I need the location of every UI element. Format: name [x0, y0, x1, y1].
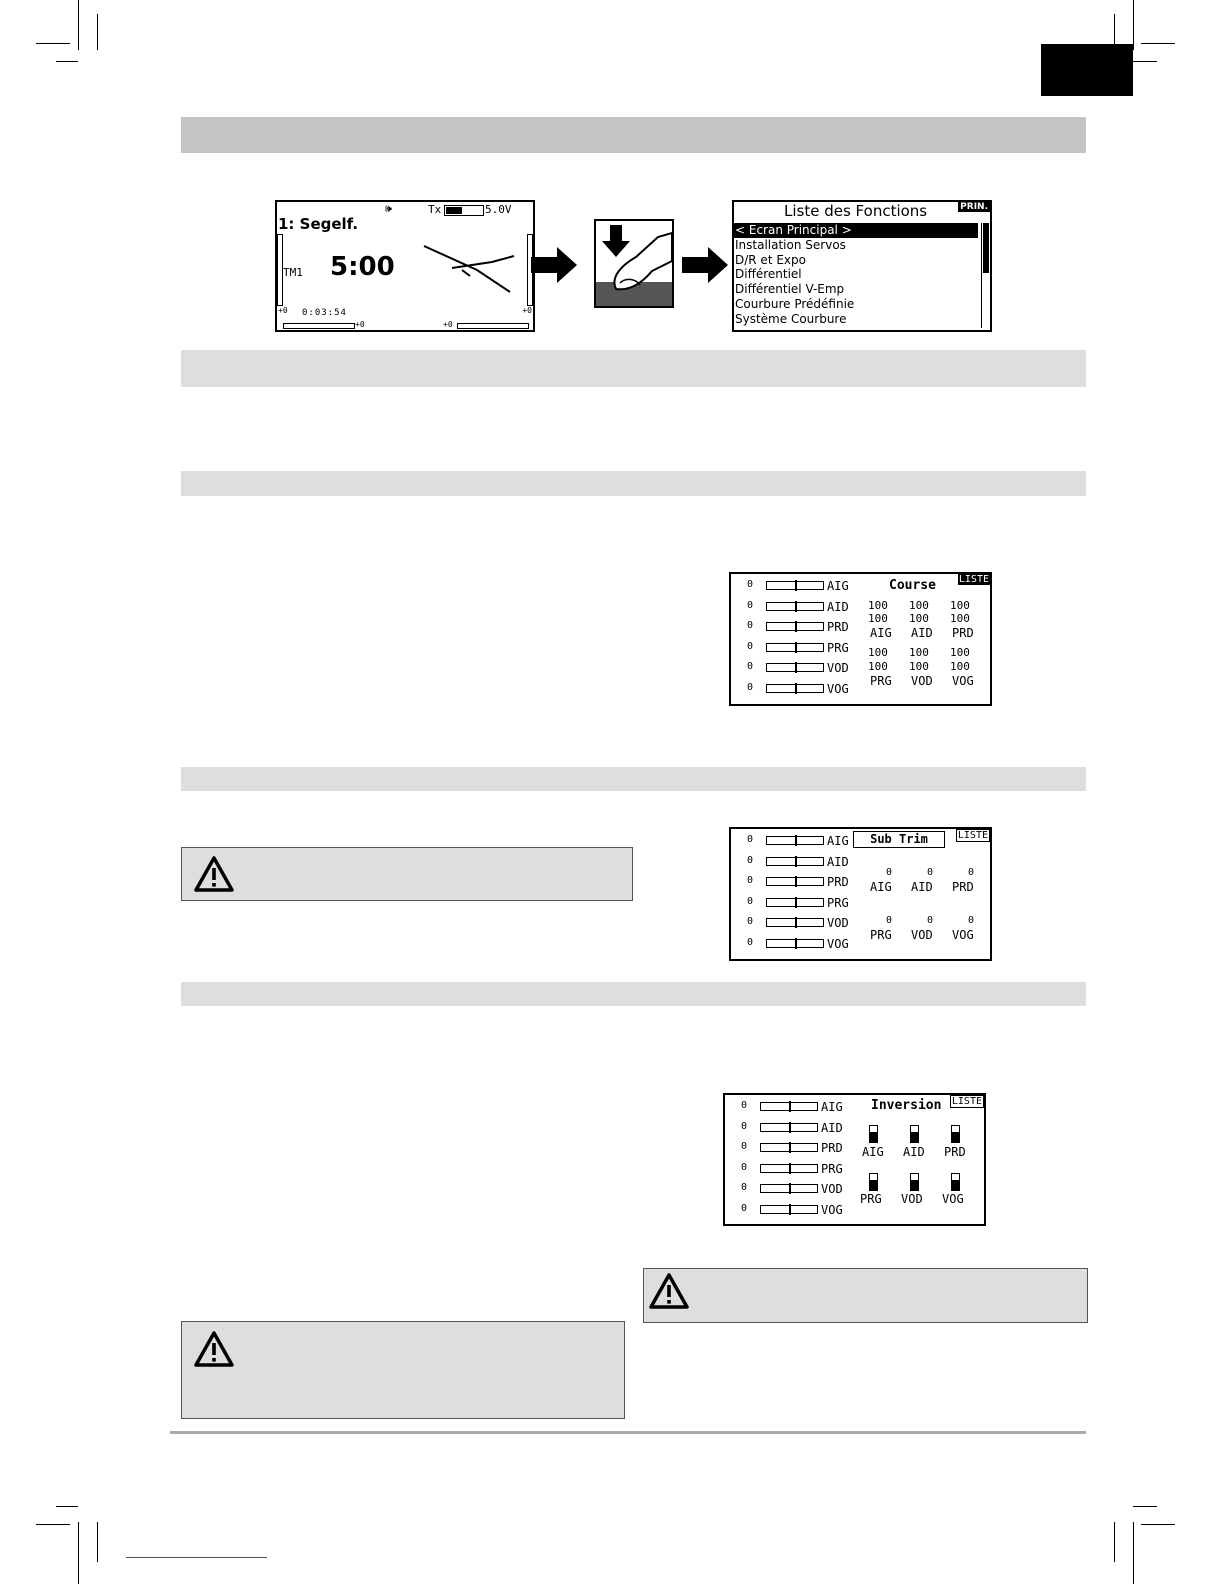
- servo-bar: [766, 918, 824, 927]
- battery-label: Tx: [428, 203, 442, 216]
- warning-box: [181, 1321, 625, 1419]
- reverse-switch[interactable]: [869, 1125, 878, 1143]
- liste-badge[interactable]: LISTE: [958, 574, 989, 585]
- inversion-lcd: [723, 1093, 986, 1226]
- warning-box: [643, 1268, 1088, 1323]
- channel-label: PRG: [827, 896, 849, 910]
- channel-label: PRG: [821, 1162, 843, 1176]
- elapsed-timer: 0:03:54: [302, 308, 347, 318]
- battery-icon: [444, 205, 484, 216]
- channel-label: AID: [821, 1121, 843, 1135]
- link-underline[interactable]: [126, 1557, 267, 1558]
- channel-label: AID: [911, 626, 933, 640]
- crop-mark: [36, 43, 70, 44]
- channel-value: 0: [747, 620, 754, 631]
- arrow-right-icon: [531, 247, 579, 283]
- trim-left-bottom: +0: [355, 320, 365, 329]
- reverse-switch[interactable]: [910, 1173, 919, 1191]
- subtrim-value[interactable]: 0: [968, 915, 975, 926]
- function-list-lcd: [732, 200, 992, 332]
- channel-value: 0: [747, 661, 754, 672]
- channel-label: VOG: [942, 1192, 964, 1206]
- channel-label: PRD: [821, 1141, 843, 1155]
- press-button-icon: [594, 219, 674, 308]
- channel-value: 0: [747, 600, 754, 611]
- crop-mark: [97, 1522, 98, 1562]
- subtrim-value[interactable]: 0: [927, 915, 934, 926]
- channel-label: VOD: [911, 928, 933, 942]
- glider-icon: [422, 242, 517, 297]
- crop-mark: [97, 14, 98, 50]
- crop-mark: [1114, 1522, 1115, 1562]
- channel-value: 0: [741, 1100, 748, 1111]
- warning-icon: [649, 1273, 689, 1309]
- channel-label: AID: [903, 1145, 925, 1159]
- channel-value: 0: [747, 916, 754, 927]
- trim-left-top: +0: [278, 306, 288, 315]
- crop-mark: [1133, 61, 1157, 62]
- trim-right-top: +0: [522, 306, 532, 315]
- travel-value[interactable]: 100: [950, 599, 970, 612]
- menu-item[interactable]: D/R et Expo: [735, 253, 806, 267]
- servo-bar: [760, 1102, 818, 1111]
- inversion-title: Inversion: [871, 1098, 942, 1113]
- travel-value[interactable]: 100: [950, 660, 970, 673]
- servo-bar: [766, 622, 824, 631]
- channel-label: AIG: [827, 579, 849, 593]
- channel-label: PRD: [944, 1145, 966, 1159]
- section-header-band: [181, 350, 1086, 387]
- course-lcd: [729, 572, 992, 706]
- main-screen-lcd: [275, 200, 535, 332]
- channel-label: VOG: [821, 1203, 843, 1217]
- channel-label: VOD: [911, 674, 933, 688]
- channel-label: AIG: [862, 1145, 884, 1159]
- subtrim-value[interactable]: 0: [968, 867, 975, 878]
- travel-value[interactable]: 100: [909, 599, 929, 612]
- arrow-right-icon: [682, 247, 730, 283]
- subtrim-value[interactable]: 0: [886, 915, 893, 926]
- channel-label: VOG: [827, 682, 849, 696]
- prin-badge: PRIN.: [960, 202, 988, 212]
- channel-value: 0: [741, 1141, 748, 1152]
- channel-label: PRD: [827, 875, 849, 889]
- reverse-switch[interactable]: [910, 1125, 919, 1143]
- travel-value[interactable]: 100: [950, 646, 970, 659]
- bottom-trim-left: [283, 323, 355, 329]
- channel-label: VOD: [827, 916, 849, 930]
- travel-value[interactable]: 100: [909, 660, 929, 673]
- subtrim-value[interactable]: 0: [886, 867, 893, 878]
- timer-display: 5:00: [330, 252, 395, 282]
- subtrim-lcd: [729, 827, 992, 961]
- crop-mark: [1133, 1522, 1134, 1584]
- channel-label: PRG: [870, 674, 892, 688]
- servo-bar: [766, 663, 824, 672]
- crop-mark: [1133, 0, 1134, 50]
- channel-label: PRD: [827, 620, 849, 634]
- timer-label: TM1: [283, 266, 303, 279]
- channel-label: VOG: [952, 674, 974, 688]
- liste-badge[interactable]: LISTE: [951, 1096, 982, 1107]
- channel-value: 0: [747, 855, 754, 866]
- section-header-band: [181, 767, 1086, 791]
- section-header-band: [181, 471, 1086, 496]
- channel-label: AIG: [821, 1100, 843, 1114]
- channel-label: VOD: [901, 1192, 923, 1206]
- section-header-band: [181, 117, 1086, 153]
- bottom-trim-right: [457, 323, 529, 329]
- servo-bar: [766, 643, 824, 652]
- channel-value: 0: [747, 875, 754, 886]
- channel-label: PRG: [860, 1192, 882, 1206]
- channel-label: VOD: [827, 661, 849, 675]
- crop-mark: [1141, 43, 1175, 44]
- servo-bar: [766, 836, 824, 845]
- channel-label: AIG: [827, 834, 849, 848]
- servo-bar: [766, 684, 824, 693]
- channel-label: PRG: [870, 928, 892, 942]
- channel-value: 0: [747, 579, 754, 590]
- servo-bar: [760, 1205, 818, 1214]
- reverse-switch[interactable]: [951, 1173, 960, 1191]
- crop-mark: [36, 1524, 70, 1525]
- crop-mark: [1133, 1506, 1157, 1507]
- warning-icon: [194, 1331, 234, 1367]
- travel-value[interactable]: 100: [868, 646, 888, 659]
- reverse-switch[interactable]: [951, 1125, 960, 1143]
- servo-bar: [766, 857, 824, 866]
- channel-value: 0: [741, 1182, 748, 1193]
- servo-bar: [760, 1164, 818, 1173]
- channel-label: AID: [911, 880, 933, 894]
- channel-label: VOD: [821, 1182, 843, 1196]
- servo-bar: [760, 1143, 818, 1152]
- function-list-title: Liste des Fonctions: [784, 202, 928, 220]
- servo-bar: [766, 939, 824, 948]
- servo-bar: [766, 602, 824, 611]
- travel-value[interactable]: 100: [909, 646, 929, 659]
- channel-value: 0: [747, 682, 754, 693]
- servo-bar: [766, 898, 824, 907]
- warning-box: [181, 847, 633, 901]
- crop-mark: [56, 1506, 78, 1507]
- menu-item[interactable]: Différentiel V-Emp: [735, 282, 845, 296]
- channel-value: 0: [741, 1162, 748, 1173]
- travel-value[interactable]: 100: [868, 612, 888, 625]
- servo-bar: [760, 1184, 818, 1193]
- channel-value: 0: [747, 641, 754, 652]
- channel-value: 0: [741, 1121, 748, 1132]
- menu-item[interactable]: Système Courbure: [735, 312, 847, 326]
- travel-value[interactable]: 100: [868, 599, 888, 612]
- channel-label: AID: [827, 855, 849, 869]
- channel-value: 0: [747, 896, 754, 907]
- footer-rule: [170, 1431, 1086, 1434]
- reverse-switch[interactable]: [869, 1173, 878, 1191]
- travel-value[interactable]: 100: [868, 660, 888, 673]
- channel-label: PRD: [952, 880, 974, 894]
- menu-item[interactable]: < Ecran Principal >: [735, 223, 852, 237]
- servo-bar: [766, 877, 824, 886]
- warning-icon: [194, 856, 234, 892]
- section-header-band: [181, 982, 1086, 1006]
- channel-label: PRG: [827, 641, 849, 655]
- travel-value[interactable]: 100: [909, 612, 929, 625]
- speaker-icon: 🕪: [385, 202, 392, 215]
- crop-mark: [78, 0, 79, 50]
- voltage-readout: 5.0V: [485, 203, 512, 216]
- crop-mark: [56, 61, 78, 62]
- liste-badge[interactable]: LISTE: [957, 830, 988, 841]
- channel-value: 0: [747, 937, 754, 948]
- servo-bar: [766, 581, 824, 590]
- channel-value: 0: [747, 834, 754, 845]
- crop-mark: [78, 1522, 79, 1584]
- channel-label: AIG: [870, 880, 892, 894]
- channel-label: PRD: [952, 626, 974, 640]
- servo-bar: [760, 1123, 818, 1132]
- menu-item[interactable]: Courbure Prédéfinie: [735, 297, 855, 311]
- channel-value: 0: [741, 1203, 748, 1214]
- scrollbar[interactable]: [981, 223, 989, 328]
- menu-item[interactable]: Installation Servos: [735, 238, 846, 252]
- crop-mark: [1141, 1524, 1175, 1525]
- menu-item[interactable]: Différentiel: [735, 267, 802, 281]
- channel-label: VOG: [827, 937, 849, 951]
- channel-label: AIG: [870, 626, 892, 640]
- subtrim-title: Sub Trim: [853, 831, 945, 848]
- model-name: 1: Segelf.: [278, 215, 359, 233]
- subtrim-value[interactable]: 0: [927, 867, 934, 878]
- language-tab: [1041, 44, 1133, 96]
- channel-label: AID: [827, 600, 849, 614]
- travel-value[interactable]: 100: [950, 612, 970, 625]
- trim-right-bottom: +0: [443, 320, 453, 329]
- channel-label: VOG: [952, 928, 974, 942]
- course-title: Course: [889, 578, 936, 593]
